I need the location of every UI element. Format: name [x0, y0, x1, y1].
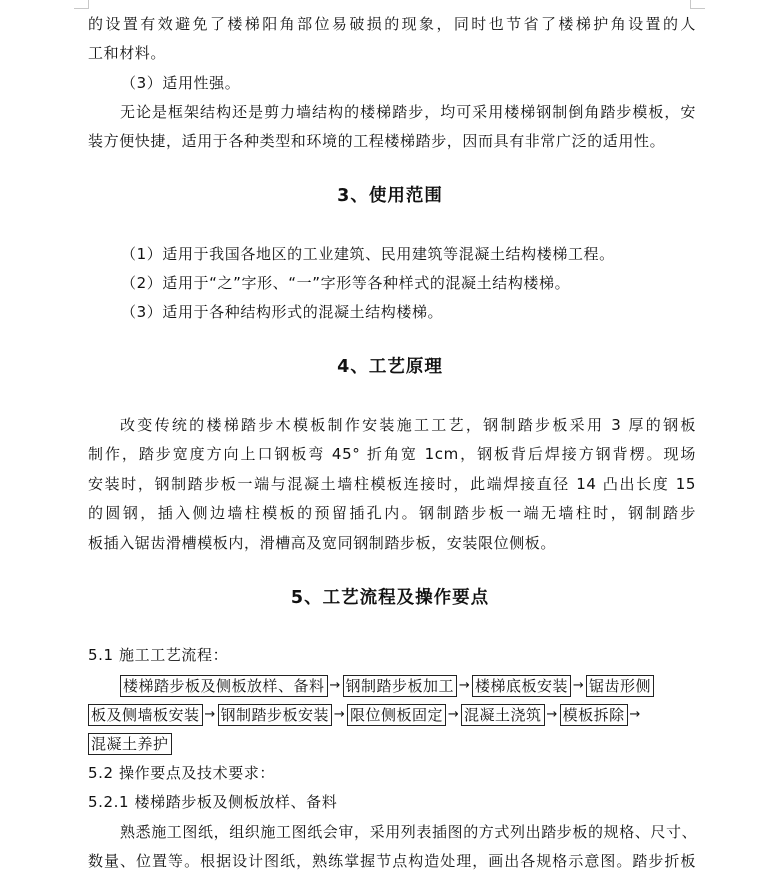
- flow-step: 混凝土养护: [88, 733, 172, 755]
- paragraph-line: 制作，踏步宽度方向上口钢板弯 45° 折角宽 1cm，钢板背后焊接方钢背楞。现场: [88, 445, 696, 463]
- paragraph-line: 装方便快捷，适用于各种类型和环境的工程楼梯踏步，因而具有非常广泛的适用性。: [88, 132, 666, 150]
- arrow-icon: →: [447, 706, 460, 722]
- subheading: 5.2 操作要点及技术要求：: [88, 764, 276, 782]
- list-item: （3）适用性强。: [121, 74, 241, 92]
- paragraph-line: 板插入锯齿滑槽模板内，滑槽高及宽同钢制踏步板，安装限位侧板。: [88, 534, 557, 552]
- flow-step: 模板拆除: [560, 704, 628, 726]
- paragraph-line: 改变传统的楼梯踏步木模板制作安装施工工艺，钢制踏步板采用 3 厚的钢板: [120, 416, 696, 434]
- paragraph-line: 工和材料。: [88, 44, 167, 62]
- arrow-icon: →: [329, 677, 341, 693]
- list-item: （3）适用于各种结构形式的混凝土结构楼梯。: [121, 303, 444, 321]
- subheading: 5.1 施工工艺流程：: [88, 646, 229, 664]
- flow-step: 钢制踏步板加工: [343, 675, 458, 697]
- arrow-icon: →: [572, 677, 585, 693]
- flow-row: [88, 701, 698, 728]
- section-heading: 5、工艺流程及操作要点: [290, 588, 490, 608]
- flow-row: [88, 730, 698, 757]
- list-item: （2）适用于“之”字形、“一”字形等各种样式的混凝土结构楼梯。: [121, 274, 571, 292]
- flow-step: 楼梯踏步板及侧板放样、备料: [120, 675, 328, 697]
- paragraph-line: 安装时，钢制踏步板一端与混凝土墙柱模板连接时，此端焊接直径 14 凸出长度 15: [88, 475, 696, 493]
- flow-step: 限位侧板固定: [347, 704, 446, 726]
- arrow-icon: →: [546, 706, 558, 722]
- flow-row: [120, 672, 698, 699]
- paragraph-line: 无论是框架结构还是剪力墙结构的楼梯踏步，均可采用楼梯钢制倒角踏步模板，安: [120, 103, 696, 121]
- flow-step: 板及侧墙板安装: [88, 704, 203, 726]
- subheading: 5.2.1 楼梯踏步板及侧板放样、备料: [88, 793, 338, 811]
- crop-mark-top-right: [690, 0, 705, 9]
- section-heading: 3、使用范围: [337, 186, 443, 206]
- paragraph-line: 的设置有效避免了楼梯阳角部位易破损的现象，同时也节省了楼梯护角设置的人: [88, 15, 696, 33]
- arrow-icon: →: [629, 706, 641, 722]
- crop-mark-top-left: [74, 0, 89, 9]
- section-heading: 4、工艺原理: [337, 357, 443, 377]
- arrow-icon: →: [204, 706, 216, 722]
- paragraph-line: 的圆钢，插入侧边墙柱模板的预留插孔内。钢制踏步板一端无墙柱时，钢制踏步: [88, 504, 696, 522]
- arrow-icon: →: [333, 706, 346, 722]
- flow-step: 混凝土浇筑: [461, 704, 545, 726]
- list-item: （1）适用于我国各地区的工业建筑、民用建筑等混凝土结构楼梯工程。: [121, 245, 615, 263]
- arrow-icon: →: [458, 677, 471, 693]
- flow-step: 钢制踏步板安装: [218, 704, 333, 726]
- flow-step: 楼梯底板安装: [472, 675, 571, 697]
- paragraph-line: 熟悉施工图纸，组织施工图纸会审，采用列表插图的方式列出踏步板的规格、尺寸、: [120, 823, 698, 841]
- paragraph-line: 数量、位置等。根据设计图纸，熟练掌握节点构造处理，画出各规格示意图。踏步折板: [88, 852, 696, 870]
- flow-step: 锯齿形侧: [586, 675, 654, 697]
